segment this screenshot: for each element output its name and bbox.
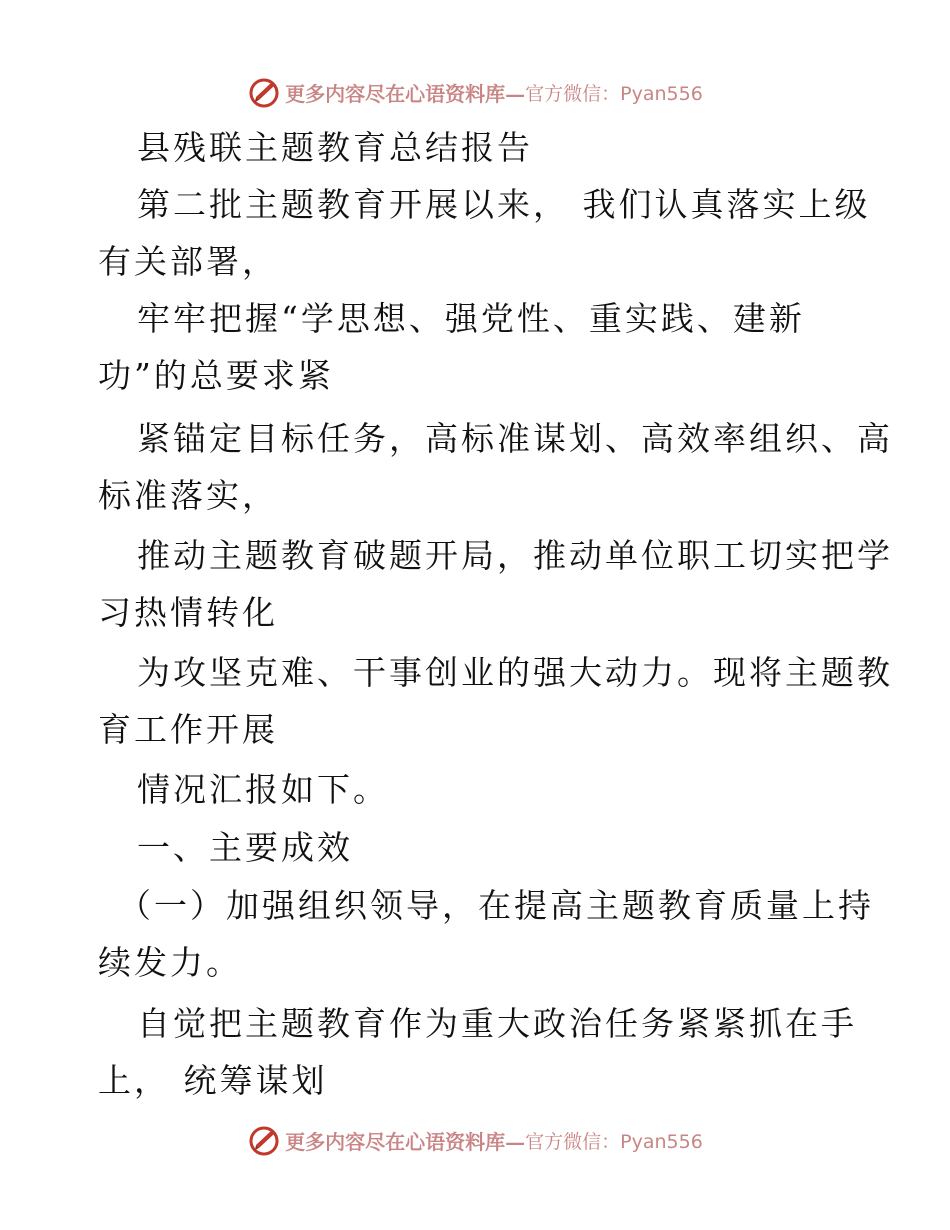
paragraph-line: 育工作开展 [98, 710, 278, 749]
section-heading: 一、主要成效 [137, 828, 353, 867]
footer-wechat-text: 官方微信：Pyan556 [525, 1130, 703, 1153]
brand-logo-icon [247, 75, 281, 109]
paragraph-line: 推动主题教育破题开局，推动单位职工切实把学 [137, 536, 893, 575]
header-brand-text: 更多内容尽在心语资料库— [285, 81, 526, 106]
paragraph-line: 功”的总要求紧 [98, 356, 334, 395]
paragraph-line: 牢牢把握“学思想、强党性、重实践、建新 [137, 299, 805, 338]
paragraph-line: 标准落实， [98, 476, 278, 515]
paragraph-line: 情况汇报如下。 [137, 770, 389, 809]
paragraph-line: 上， 统筹谋划 [98, 1061, 328, 1100]
paragraph-line: 自觉把主题教育作为重大政治任务紧紧抓在手 [137, 1004, 857, 1043]
paragraph-line: 为攻坚克难、干事创业的强大动力。现将主题教 [137, 653, 893, 692]
paragraph-line: 有关部署， [98, 242, 278, 281]
footer-brand-text: 更多内容尽在心语资料库— [285, 1129, 526, 1154]
header-wechat-text: 官方微信：Pyan556 [525, 82, 703, 105]
paragraph-line: 第二批主题教育开展以来， 我们认真落实上级 [137, 185, 871, 224]
document-title: 县残联主题教育总结报告 [137, 128, 533, 167]
paragraph-line: 习热情转化 [98, 593, 278, 632]
header-banner [0, 72, 950, 112]
footer-banner [0, 1120, 950, 1160]
subsection-heading: （一）加强组织领导，在提高主题教育质量上持 [118, 886, 874, 925]
paragraph-line: 续发力。 [98, 943, 242, 982]
brand-logo-icon [247, 1123, 281, 1157]
paragraph-line: 紧锚定目标任务，高标准谋划、高效率组织、高 [137, 419, 893, 458]
